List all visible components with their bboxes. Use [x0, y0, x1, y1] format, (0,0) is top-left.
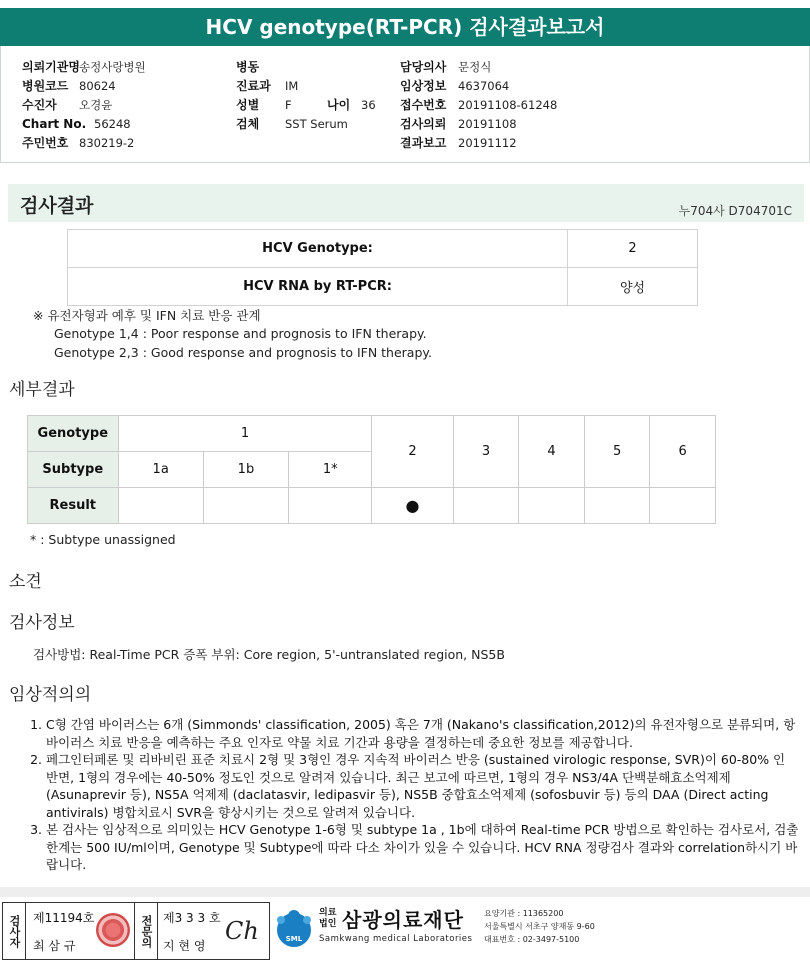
tester-label: 검사자 — [3, 903, 26, 959]
clinical-title: 임상적의의 — [9, 685, 92, 705]
table-row — [68, 268, 698, 306]
result-value: 양성 — [568, 268, 698, 306]
clinical-item: 2. 페그인터페론 및 리바비린 표준 치료시 2형 및 3형인 경우 지속적 바이러스 반응 (sustained virologic response, SVR)이 60-80% 인 반면, 1형의 경우에는 40-50% 정도인 것으로 알려져 있습니다. 최근 보고에 따르면, 1형의 경우 NS3/4A 단백분해효소억제제 (Asunaprevir 등), NS5A 억제제 (daclatasvir, ledipasvir 등), NS5B 중합효소억제제 (sofosbuvir 등) 등의 DAA (Direct acting antivirals) 병합치료시 SVR을 향상시키는 것으로 알려져 있습니다. — [46, 751, 800, 821]
patient-info-col1 — [22, 56, 146, 151]
subtype-cell: 1a — [118, 452, 203, 488]
genotype-cell: 5 — [584, 416, 650, 488]
info-label: 성별 — [236, 98, 260, 112]
genotype-cell: 6 — [650, 416, 716, 488]
info-value: IM — [285, 79, 299, 93]
org-english-name: Samkwang medical Laboratories — [319, 934, 473, 944]
info-label: 접수번호 — [400, 98, 447, 112]
info-value: 오경윤 — [79, 98, 113, 112]
info-label: 진료과 — [236, 79, 271, 93]
physician-label: 전문의 — [134, 903, 158, 959]
info-label: 병원코드 — [22, 79, 69, 93]
info-label: 검체 — [236, 117, 260, 131]
genotype-table — [27, 415, 716, 524]
info-value: SST Serum — [285, 117, 348, 131]
info-label: 결과보고 — [400, 136, 447, 150]
tester-name: 최 삼 규 — [33, 939, 76, 953]
info-value: 830219-2 — [79, 136, 135, 150]
result-header: Result — [28, 488, 119, 524]
ifn-note-line: Genotype 2,3 : Good response and prognosis to IFN therapy. — [54, 345, 432, 360]
patient-info-col3 — [400, 56, 557, 151]
org-contact-line: 대표번호 : 02-3497-5100 — [484, 935, 580, 944]
result-cell — [453, 488, 519, 524]
detail-title: 세부결과 — [9, 380, 75, 400]
info-value: 20191108 — [458, 117, 517, 131]
footer-divider — [0, 887, 810, 897]
result-cell — [203, 488, 288, 524]
physician-license: 제3 3 3 호 — [163, 911, 221, 925]
clinical-list-wrap — [18, 716, 800, 874]
info-value: 4637064 — [458, 79, 510, 93]
info-value: 20191108-61248 — [458, 98, 558, 112]
info-label: 주민번호 — [22, 136, 69, 150]
info-label: 수진자 — [22, 98, 57, 112]
genotype-cell: 3 — [453, 416, 519, 488]
result-name: HCV RNA by RT-PCR: — [68, 268, 568, 306]
info-label: Chart No. — [22, 117, 87, 131]
subtype-header: Subtype — [28, 452, 119, 488]
result-value: 2 — [568, 230, 698, 268]
signature-box — [2, 902, 270, 960]
info-label: 검사의뢰 — [400, 117, 447, 131]
org-contact-line: 요양기관 : 11365200 — [484, 909, 564, 918]
subtype-footnote: * : Subtype unassigned — [30, 532, 176, 547]
info-label: 임상정보 — [400, 79, 447, 93]
clinical-item: 1. C형 간염 바이러스는 6개 (Simmonds' classification, 2005) 혹은 7개 (Nakano's classification,2012)의 유전자형으로 분류되며, 항바이러스 치료 반응을 예측하는 주요 인자로 약물 치료 기간과 용량을 결정하는데 중요한 정보를 제공합니다. — [46, 716, 800, 751]
result-cell — [289, 488, 372, 524]
org-contact-line: 서울특별시 서초구 양재동 9-60 — [484, 922, 595, 931]
clinical-item: 3. 본 검사는 임상적으로 의미있는 HCV Genotype 1-6형 및 subtype 1a , 1b에 대하여 Real-time PCR 방법으로 확인하는 검사로서, 검출한계는 500 IU/ml이며, Genotype 및 Subtype에 따라 다소 차이가 있을 수 있습니다. HCV RNA 정량검사 결과와 correlation하시기 바랍니다. — [46, 821, 800, 874]
info-value: 56248 — [94, 117, 131, 131]
patient-info-col2 — [236, 56, 376, 132]
result-cell — [584, 488, 650, 524]
result-cell — [650, 488, 716, 524]
test-code: 누704사 D704701C — [678, 204, 792, 218]
genotype-header: Genotype — [28, 416, 119, 452]
info-value: 20191112 — [458, 136, 517, 150]
org-contact — [484, 907, 595, 946]
result-cell — [519, 488, 585, 524]
info-value: 80624 — [79, 79, 116, 93]
result-cell — [118, 488, 203, 524]
tester-license: 제11194호 — [33, 911, 95, 925]
genotype-cell: 4 — [519, 416, 585, 488]
ifn-note-line: Genotype 1,4 : Poor response and prognosis to IFN therapy. — [54, 326, 427, 341]
subtype-cell: 1b — [203, 452, 288, 488]
info-label: 병동 — [236, 60, 260, 74]
info-value: F — [285, 98, 292, 112]
sml-logo-icon — [272, 906, 316, 950]
org-prefix — [319, 908, 336, 930]
info-value: 문정식 — [458, 60, 492, 74]
org-prefix-bottom: 법인 — [319, 919, 337, 929]
table-row — [68, 230, 698, 268]
info-label: 의뢰기관명 — [22, 60, 80, 74]
info-value: 송정사랑병원 — [79, 60, 146, 74]
clinical-list — [18, 716, 800, 874]
genotype-cell: 1 — [118, 416, 372, 452]
results-table — [67, 229, 698, 306]
testinfo-title: 검사정보 — [9, 613, 75, 633]
age-value: 36 — [361, 98, 376, 112]
table-row — [28, 488, 716, 524]
age-label: 나이 — [327, 98, 351, 112]
physician-name: 지 현 영 — [163, 939, 206, 953]
tester-seal-icon — [96, 913, 130, 947]
subtype-cell: 1* — [289, 452, 372, 488]
opinion-title: 소견 — [9, 572, 42, 592]
result-marker: ● — [372, 488, 453, 524]
info-label: 담당의사 — [400, 60, 447, 74]
test-method: 검사방법: Real-Time PCR 증폭 부위: Core region, 5'-untranslated region, NS5B — [33, 647, 505, 662]
genotype-cell: 2 — [372, 416, 453, 488]
report-title: HCV genotype(RT-PCR) 검사결과보고서 — [0, 8, 810, 46]
physician-signature: Ch — [225, 917, 259, 945]
org-prefix-top: 의료 — [319, 908, 337, 918]
logo-abbr: SML — [285, 935, 303, 943]
org-name: 삼광의료재단 — [342, 908, 464, 932]
results-title: 검사결과 — [20, 195, 94, 217]
table-row — [28, 416, 716, 452]
result-name: HCV Genotype: — [68, 230, 568, 268]
ifn-note-title: ※ 유전자형과 예후 및 IFN 치료 반응 관계 — [33, 308, 261, 323]
